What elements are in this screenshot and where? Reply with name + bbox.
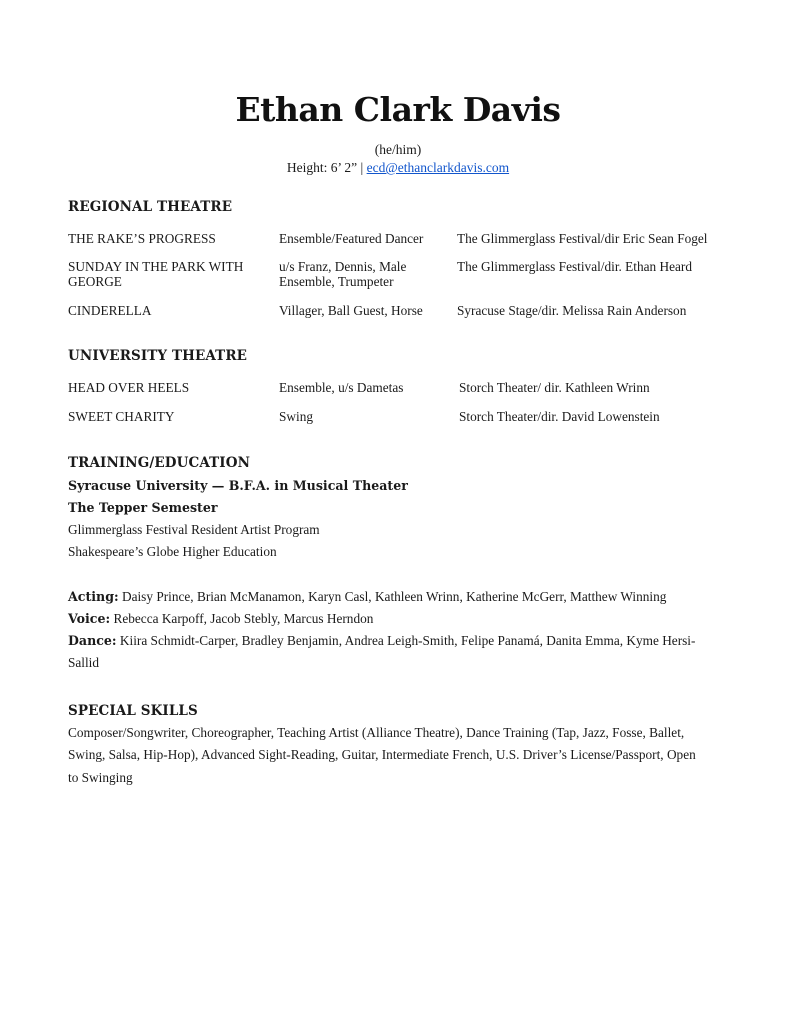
acting-label: Acting: <box>68 589 119 604</box>
credit-role: Swing <box>279 409 313 424</box>
skills-list: Composer/Songwriter, Choreographer, Teaching Artist (Alliance Theatre), Dance Training (Tap, Jazz, Fosse, Ballet, Swing, Salsa, Hip-Hop), Advanced Sight-Reading, Guitar, Intermediate French, U.S. Driver’s License/Passport, Open to Swinging <box>68 725 696 785</box>
education-program: The Tepper Semester <box>68 500 218 515</box>
credit-show: SWEET CHARITY <box>68 409 175 424</box>
acting-list: Daisy Prince, Brian McManamon, Karyn Casl, Kathleen Wrinn, Katherine McGerr, Matthew Winning <box>118 589 667 604</box>
credit-venue: The Glimmerglass Festival/dir Eric Sean Fogel <box>457 231 708 246</box>
dance-list: Kiira Schmidt-Carper, Bradley Benjamin, Andrea Leigh-Smith, Felipe Panamá, Danita Emma, Kyme Hersi-Sallid <box>68 633 696 671</box>
section-heading-regional: REGIONAL THEATRE <box>68 199 233 215</box>
email-link[interactable]: ecd@ethanclarkdavis.com <box>366 160 510 175</box>
section-heading-skills: SPECIAL SKILLS <box>68 703 198 719</box>
credit-show: SUNDAY IN THE PARK WITH GEORGE <box>68 259 244 289</box>
section-heading-university: UNIVERSITY THEATRE <box>68 348 248 364</box>
contact-line <box>0 160 796 176</box>
voice-teachers <box>68 608 718 630</box>
height-text: Height: 6’ 2” <box>286 160 358 175</box>
section-heading-training: TRAINING/EDUCATION <box>68 455 251 471</box>
education-program: Shakespeare’s Globe Higher Education <box>68 544 277 559</box>
voice-list: Rebecca Karpoff, Jacob Stebly, Marcus Herndon <box>110 611 374 626</box>
credit-role: u/s Franz, Dennis, Male Ensemble, Trumpeter <box>279 259 407 289</box>
voice-label: Voice: <box>68 611 111 626</box>
dance-label: Dance: <box>68 633 117 648</box>
credit-venue: Storch Theater/ dir. Kathleen Wrinn <box>459 380 650 395</box>
education-program: Glimmerglass Festival Resident Artist Program <box>68 522 320 537</box>
separator: | <box>357 160 367 175</box>
credit-venue: The Glimmerglass Festival/dir. Ethan Heard <box>457 259 692 274</box>
credit-show: HEAD OVER HEELS <box>68 380 190 395</box>
credit-venue: Storch Theater/dir. David Lowenstein <box>459 409 660 424</box>
credit-show: THE RAKE’S PROGRESS <box>68 231 216 246</box>
credit-role: Ensemble/Featured Dancer <box>279 231 424 246</box>
credit-role: Villager, Ball Guest, Horse <box>279 303 423 318</box>
credit-venue: Syracuse Stage/dir. Melissa Rain Anderson <box>457 303 687 318</box>
acting-teachers <box>68 586 768 608</box>
credit-role: Ensemble, u/s Dametas <box>279 380 404 395</box>
resume-name: Ethan Clark Davis <box>235 90 561 129</box>
credit-show: CINDERELLA <box>68 303 152 318</box>
education-degree: Syracuse University — B.F.A. in Musical Theater <box>68 478 408 493</box>
dance-teachers <box>68 630 708 675</box>
pronouns: (he/him) <box>374 142 422 157</box>
